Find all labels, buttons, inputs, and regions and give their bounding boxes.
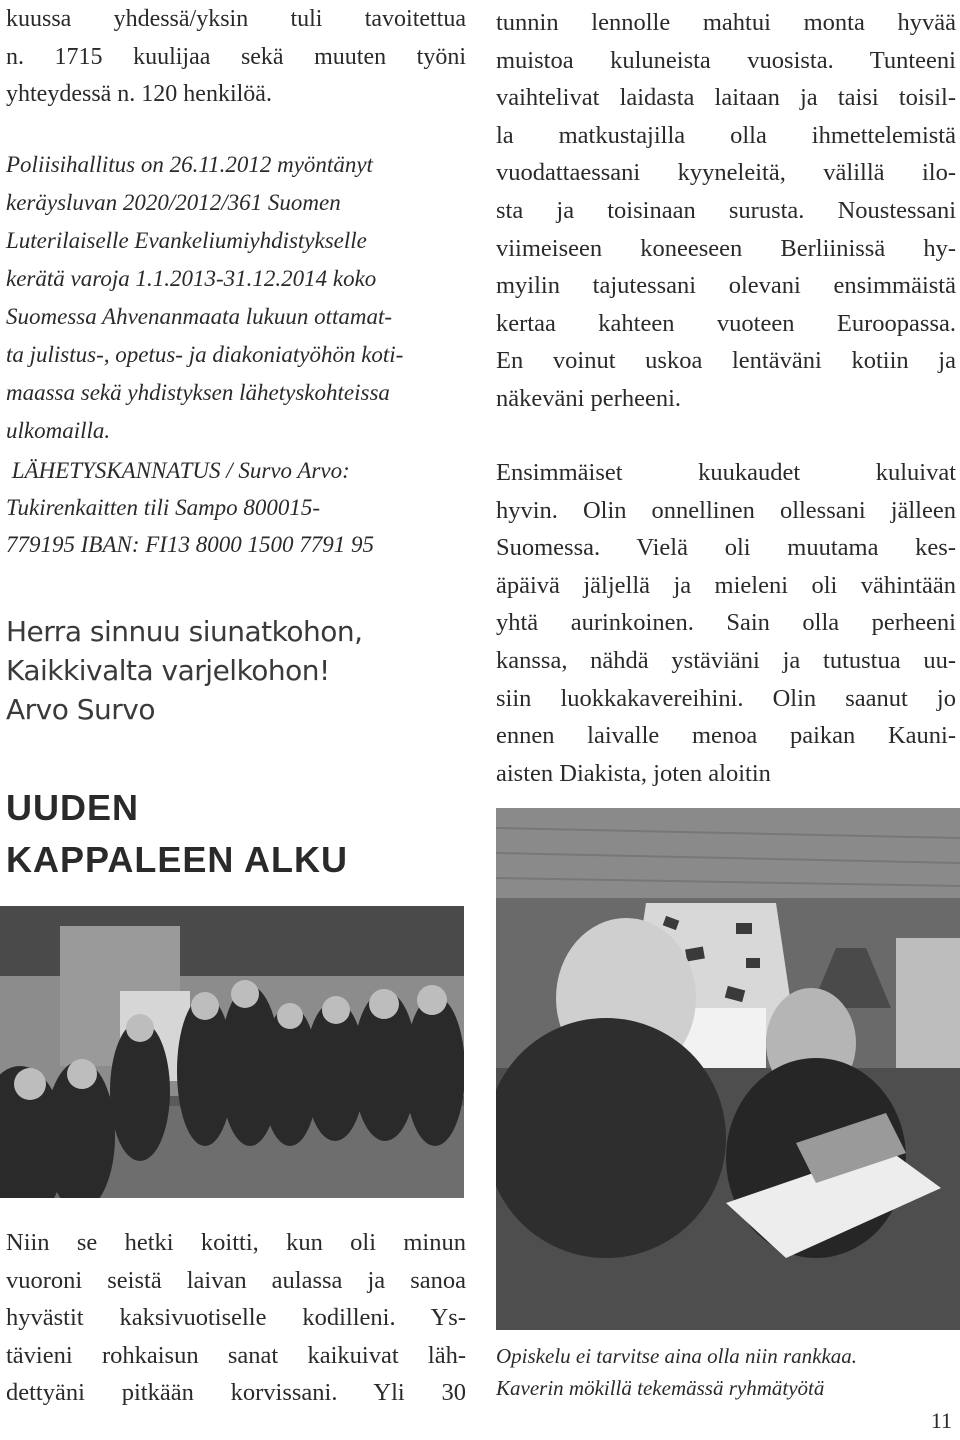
text-line: Suomessa Ahvenanmaata lukuun ottamat- [6, 304, 393, 329]
text-line: kertaa kahteen vuoteen Euroopassa. [496, 309, 956, 337]
photo-caption [496, 1340, 956, 1404]
text-line: Herra sinnuu siunatkohon, [6, 615, 363, 648]
text-line: En voinut uskoa lentäväni kotiin ja [496, 347, 956, 375]
text-line: LÄHETYSKANNATUS / Survo Arvo: [6, 458, 350, 483]
study-photo [496, 808, 960, 1330]
text-line: yhteydessä n. 120 henkilöä. [6, 81, 272, 107]
text-line: tävieni rohkaisun sanat kaikuivat läh- [6, 1341, 466, 1369]
blessing [6, 612, 476, 729]
text-line: Ensimmäiset kuukaudet kuluivat [496, 459, 956, 486]
text-line: Niin se hetki koitti, kun oli minun [6, 1229, 466, 1256]
first-months-paragraph [496, 454, 956, 792]
text-line: Tukirenkaitten tili Sampo 800015- [6, 495, 321, 520]
text-line: hyvin. Olin onnellinen ollessani jälleen [496, 496, 956, 524]
group-photo [0, 906, 464, 1198]
text-line: Luterilaiselle Evankeliumiyhdistykselle [6, 228, 367, 253]
text-line: siin luokkakavereihini. Olin saanut jo [496, 684, 956, 712]
fundraising-permit-notice [6, 146, 466, 450]
text-line: kuussa yhdessä/yksin tuli tavoitettua [6, 6, 466, 32]
text-line: yhtä aurinkoinen. Sain olla perheeni [496, 609, 956, 637]
text-line: Suomessa. Vielä oli muutama kes- [496, 534, 956, 562]
text-line: sta ja toisinaan surusta. Noustessani [496, 196, 956, 224]
text-line: n. 1715 kuulijaa sekä muuten työni [6, 43, 466, 70]
page-number: 11 [930, 1408, 952, 1433]
text-line: maassa sekä yhdistyksen lähetyskohteissa [6, 380, 390, 405]
text-line: ta julistus-, opetus- ja diakoniatyöhön koti- [6, 342, 404, 367]
section-headline [6, 782, 348, 886]
text-line: vaihtelivat laidasta laitaan ja taisi toisil- [496, 84, 956, 112]
text-line: aisten Diakista, joten aloitin [496, 759, 771, 787]
text-line: muistoa kuluneista vuosista. Tunteeni [496, 46, 956, 74]
text-line: ennen laivalle menoa paikan Kauni- [496, 722, 956, 750]
text-line: viimeiseen koneeseen Berliinissä hy- [496, 234, 956, 262]
signature: Arvo Survo [6, 693, 155, 726]
text-line: kanssa, nähdä ystäviäni ja tutustua uu- [496, 646, 956, 674]
text-line: kerätä varoja 1.1.2013-31.12.2014 koko [6, 266, 377, 291]
text-line: la matkustajilla olla ihmettelemistä [496, 121, 956, 149]
text-line: Opiskelu ei tarvitse aina olla niin rankkaa. [496, 1344, 858, 1368]
text-line: Kaikkivalta varjelkohon! [6, 654, 330, 687]
study-photo-image [496, 808, 960, 1330]
intro-paragraph [6, 1, 466, 114]
text-line: tunnin lennolle mahtui monta hyvää [496, 9, 956, 36]
text-line: dettyäni pitkään korvissani. Yli 30 [6, 1379, 466, 1407]
text-line: hyvästit kaksivuotiselle kodilleni. Ys- [6, 1304, 466, 1332]
text-line: UUDEN [6, 787, 140, 828]
text-line: vuoroni seistä laivan aulassa ja sanoa [6, 1266, 466, 1294]
text-line: vuodattaessani kyyneleitä, välillä ilo- [496, 159, 956, 187]
text-line: 779195 IBAN: FI13 8000 1500 7791 95 [6, 532, 374, 557]
text-line: ulkomailla. [6, 418, 111, 443]
closing-paragraph [6, 1224, 466, 1412]
text-line: Kaverin mökillä tekemässä ryhmätyötä [496, 1376, 825, 1400]
text-line: Poliisihallitus on 26.11.2012 myöntänyt [6, 152, 373, 177]
text-line: näkeväni perheeni. [496, 384, 682, 412]
flight-home-paragraph [496, 4, 956, 418]
text-line: myilin tajutessani olevani ensimmäistä [496, 272, 956, 300]
group-photo-image [0, 906, 464, 1198]
text-line: KAPPALEEN ALKU [6, 839, 349, 880]
mission-support-info [6, 452, 466, 563]
text-line: äpäivä jäljellä ja mieleni oli vähintään [496, 571, 956, 599]
text-line: keräysluvan 2020/2012/361 Suomen [6, 190, 341, 215]
